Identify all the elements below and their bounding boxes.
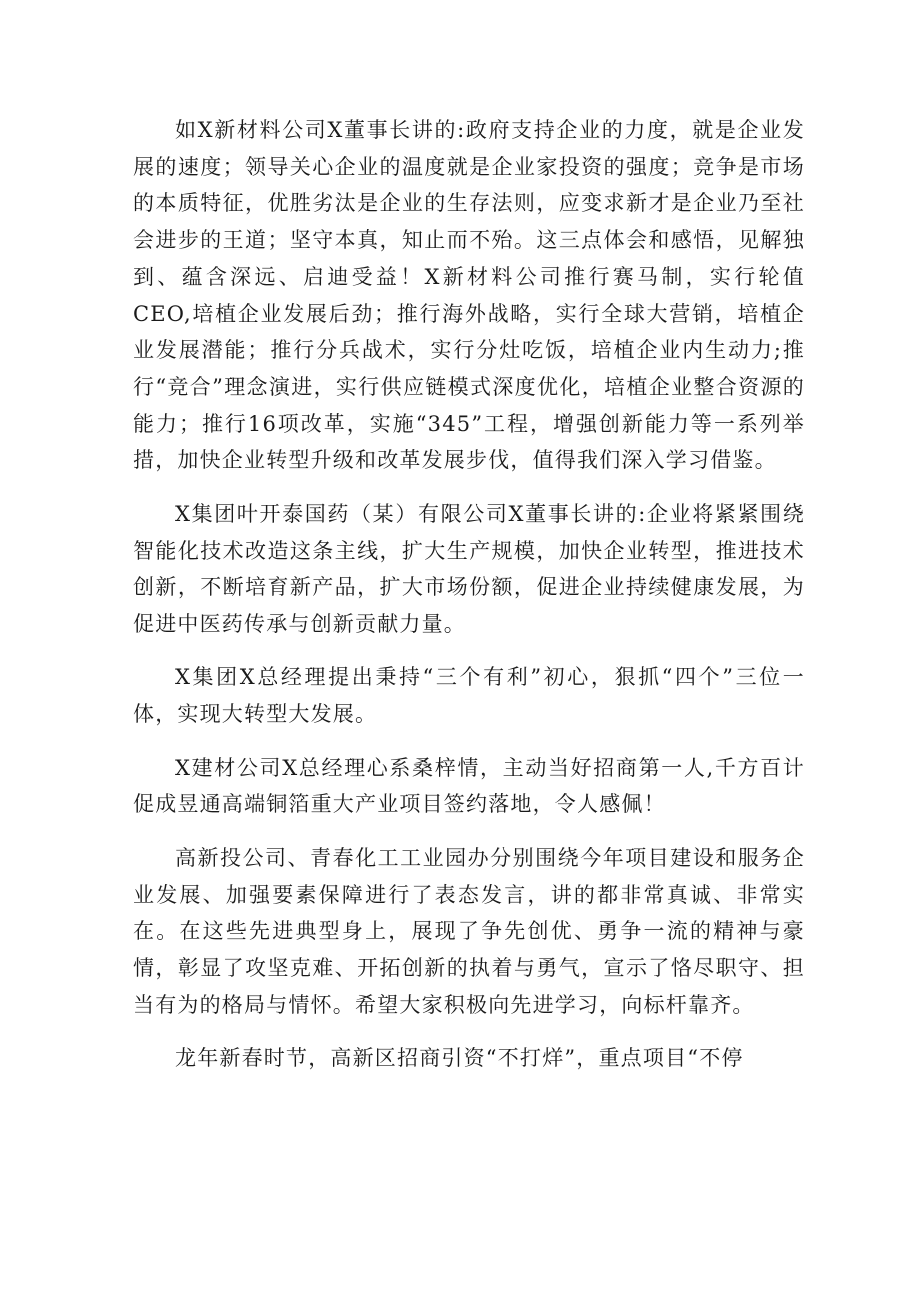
paragraph-jiancai: X建材公司X总经理心系桑梓情，主动当好招商第一人,千方百计促成昱通高端铜箔重大产业项目签约落地，令人感佩！ (133, 755, 805, 817)
paragraph-xin-cai-liao: 如X新材料公司X董事长讲的:政府支持企业的力度，就是企业发展的速度；领导关心企业的温度就是企业家投资的强度；竞争是市场的本质特征，优胜劣汰是企业的生存法则，应变求新才是企业乃至社会进步的王道；坚守本真，知止而不殆。这三点体会和感悟，见解独到、蕴含深远、启迪受益！X新材料公司推行赛马制，实行轮值CEO,培植企业发展后劲；推行海外战略，实行全球大营销，培植企业发展潜能；推行分兵战术，实行分灶吃饭，培植企业内生动力;推行“竞合”理念演进，实行供应链模式深度优化，培植企业整合资源的能力；推行16项改革，实施“345”工程，增强创新能力等一系列举措，加快企业转型升级和改革发展步伐，值得我们深入学习借鉴。 (133, 118, 805, 473)
paragraph-gaoxintou: 高新投公司、青春化工工业园办分别围绕今年项目建设和服务企业发展、加强要素保障进行了表态发言，讲的都非常真诚、非常实在。在这些先进典型身上，展现了争先创优、勇争一流的精神与豪情，彰显了攻坚克难、开拓创新的执着与勇气，宣示了恪尽职守、担当有为的格局与情怀。希望大家积极向先进学习，向标杆靠齐。 (133, 845, 805, 1017)
paragraph-longnian: 龙年新春时节，高新区招商引资“不打烊”，重点项目“不停 (175, 1046, 744, 1071)
paragraph-jituan-zongjingli: X集团X总经理提出秉持“三个有利”初心，狠抓“四个”三位一体，实现大转型大发展。 (133, 665, 805, 727)
document-page (133, 112, 805, 1077)
paragraph-ye-kai-tai: X集团叶开泰国药（某）有限公司X董事长讲的:企业将紧紧围绕智能化技术改造这条主线，扩大生产规模，加快企业转型，推进技术创新，不断培育新产品，扩大市场份额，促进企业持续健康发展，为促进中医药传承与创新贡献力量。 (133, 501, 805, 636)
